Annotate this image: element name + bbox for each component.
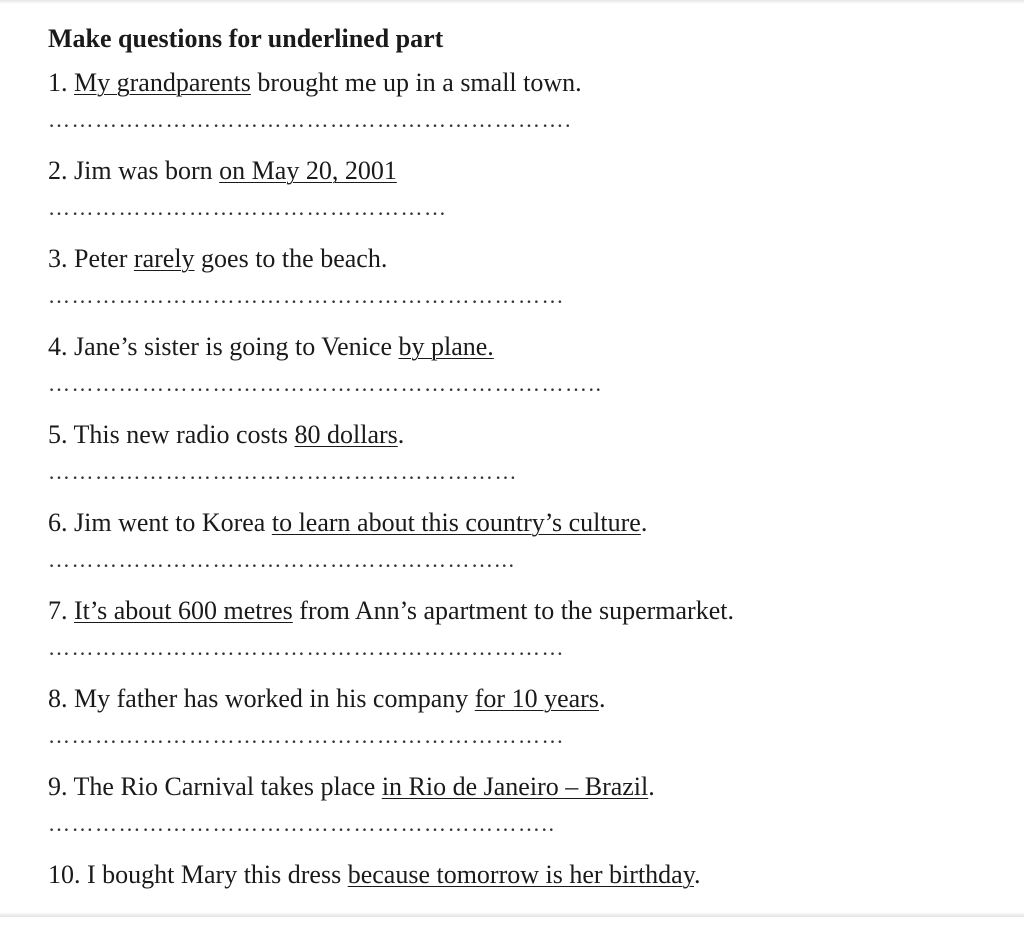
bottom-edge-shadow xyxy=(0,912,1024,917)
sentence-10-pre: 10. I bought Mary this dress xyxy=(48,860,348,889)
sentence-6 xyxy=(48,506,647,540)
answer-line-3[interactable]: ………………………………………………………… xyxy=(48,283,565,308)
sentence-3-underlined: rarely xyxy=(133,244,195,273)
sentence-7-post: from Ann’s apartment to the supermarket. xyxy=(292,596,734,625)
answer-line-7[interactable]: ………………………………………………………… xyxy=(48,635,565,660)
sentence-7-pre: 7. xyxy=(48,596,74,625)
sentence-6-pre: 6. Jim went to Korea xyxy=(48,508,272,537)
sentence-8-post: . xyxy=(598,684,606,713)
exercise-item-10 xyxy=(48,848,1008,936)
sentence-10-underlined: because tomorrow is her birthday xyxy=(347,860,695,889)
answer-line-4[interactable]: …………………………………………………………….. xyxy=(48,371,603,396)
sentence-7-underlined: It’s about 600 metres xyxy=(74,596,293,625)
exercise-item-8 xyxy=(48,672,1008,760)
exercise-item-1 xyxy=(48,56,1008,144)
sentence-6-underlined: to learn about this country’s culture xyxy=(271,508,641,537)
sentence-8-pre: 8. My father has worked in his company xyxy=(48,684,475,713)
exercise-item-7 xyxy=(48,584,1008,672)
exercise-content xyxy=(48,22,1008,936)
sentence-4-pre: 4. Jane’s sister is going to Venice xyxy=(48,332,399,361)
sentence-10 xyxy=(48,858,701,892)
sentence-8-underlined: for 10 years xyxy=(474,684,599,713)
exercise-item-5 xyxy=(48,408,1008,496)
sentence-1-post: brought me up in a small town. xyxy=(250,68,582,97)
sentence-7 xyxy=(48,594,734,628)
sentence-10-post: . xyxy=(694,860,701,889)
sentence-9-pre: 9. The Rio Carnival takes place xyxy=(48,772,382,801)
sentence-9 xyxy=(48,770,655,804)
sentence-9-post: . xyxy=(648,772,655,801)
sentence-3 xyxy=(48,242,387,276)
exercise-item-6 xyxy=(48,496,1008,584)
sentence-2-pre: 2. Jim was born xyxy=(48,156,220,185)
sentence-4 xyxy=(48,330,494,364)
answer-line-8[interactable]: ………………………………………………………… xyxy=(48,723,565,748)
exercise-title: Make questions for underlined part xyxy=(48,24,444,53)
sentence-5-pre: 5. This new radio costs xyxy=(48,420,295,449)
sentence-3-post: goes to the beach. xyxy=(194,244,388,273)
sentence-2 xyxy=(48,154,397,188)
answer-line-6[interactable]: …………………………………………………... xyxy=(48,547,516,572)
sentence-5-underlined: 80 dollars xyxy=(294,420,398,449)
answer-line-9[interactable]: ……………………………………………………….. xyxy=(48,811,556,836)
sentence-5 xyxy=(48,418,404,452)
exercise-item-4 xyxy=(48,320,1008,408)
exercise-item-3 xyxy=(48,232,1008,320)
exercise-item-9 xyxy=(48,760,1008,848)
sentence-8 xyxy=(48,682,605,716)
exercise-item-2 xyxy=(48,144,1008,232)
top-edge-shadow xyxy=(0,0,1024,4)
sentence-1-underlined: My grandparents xyxy=(74,68,251,97)
answer-line-2[interactable]: …………………………………………… xyxy=(48,195,448,220)
answer-line-5[interactable]: …………………………………………………… xyxy=(48,459,518,484)
sentence-4-underlined: by plane. xyxy=(398,332,494,361)
sentence-3-pre: 3. Peter xyxy=(48,244,134,273)
sentence-6-post: . xyxy=(640,508,648,537)
sentence-2-underlined: on May 20, 2001 xyxy=(219,156,397,185)
sentence-9-underlined: in Rio de Janeiro – Brazil xyxy=(381,772,649,801)
answer-line-1[interactable]: …………………………………………………………. xyxy=(48,107,572,132)
sentence-5-post: . xyxy=(397,420,405,449)
sentence-1 xyxy=(48,66,582,100)
sentence-1-pre: 1. xyxy=(48,68,74,97)
